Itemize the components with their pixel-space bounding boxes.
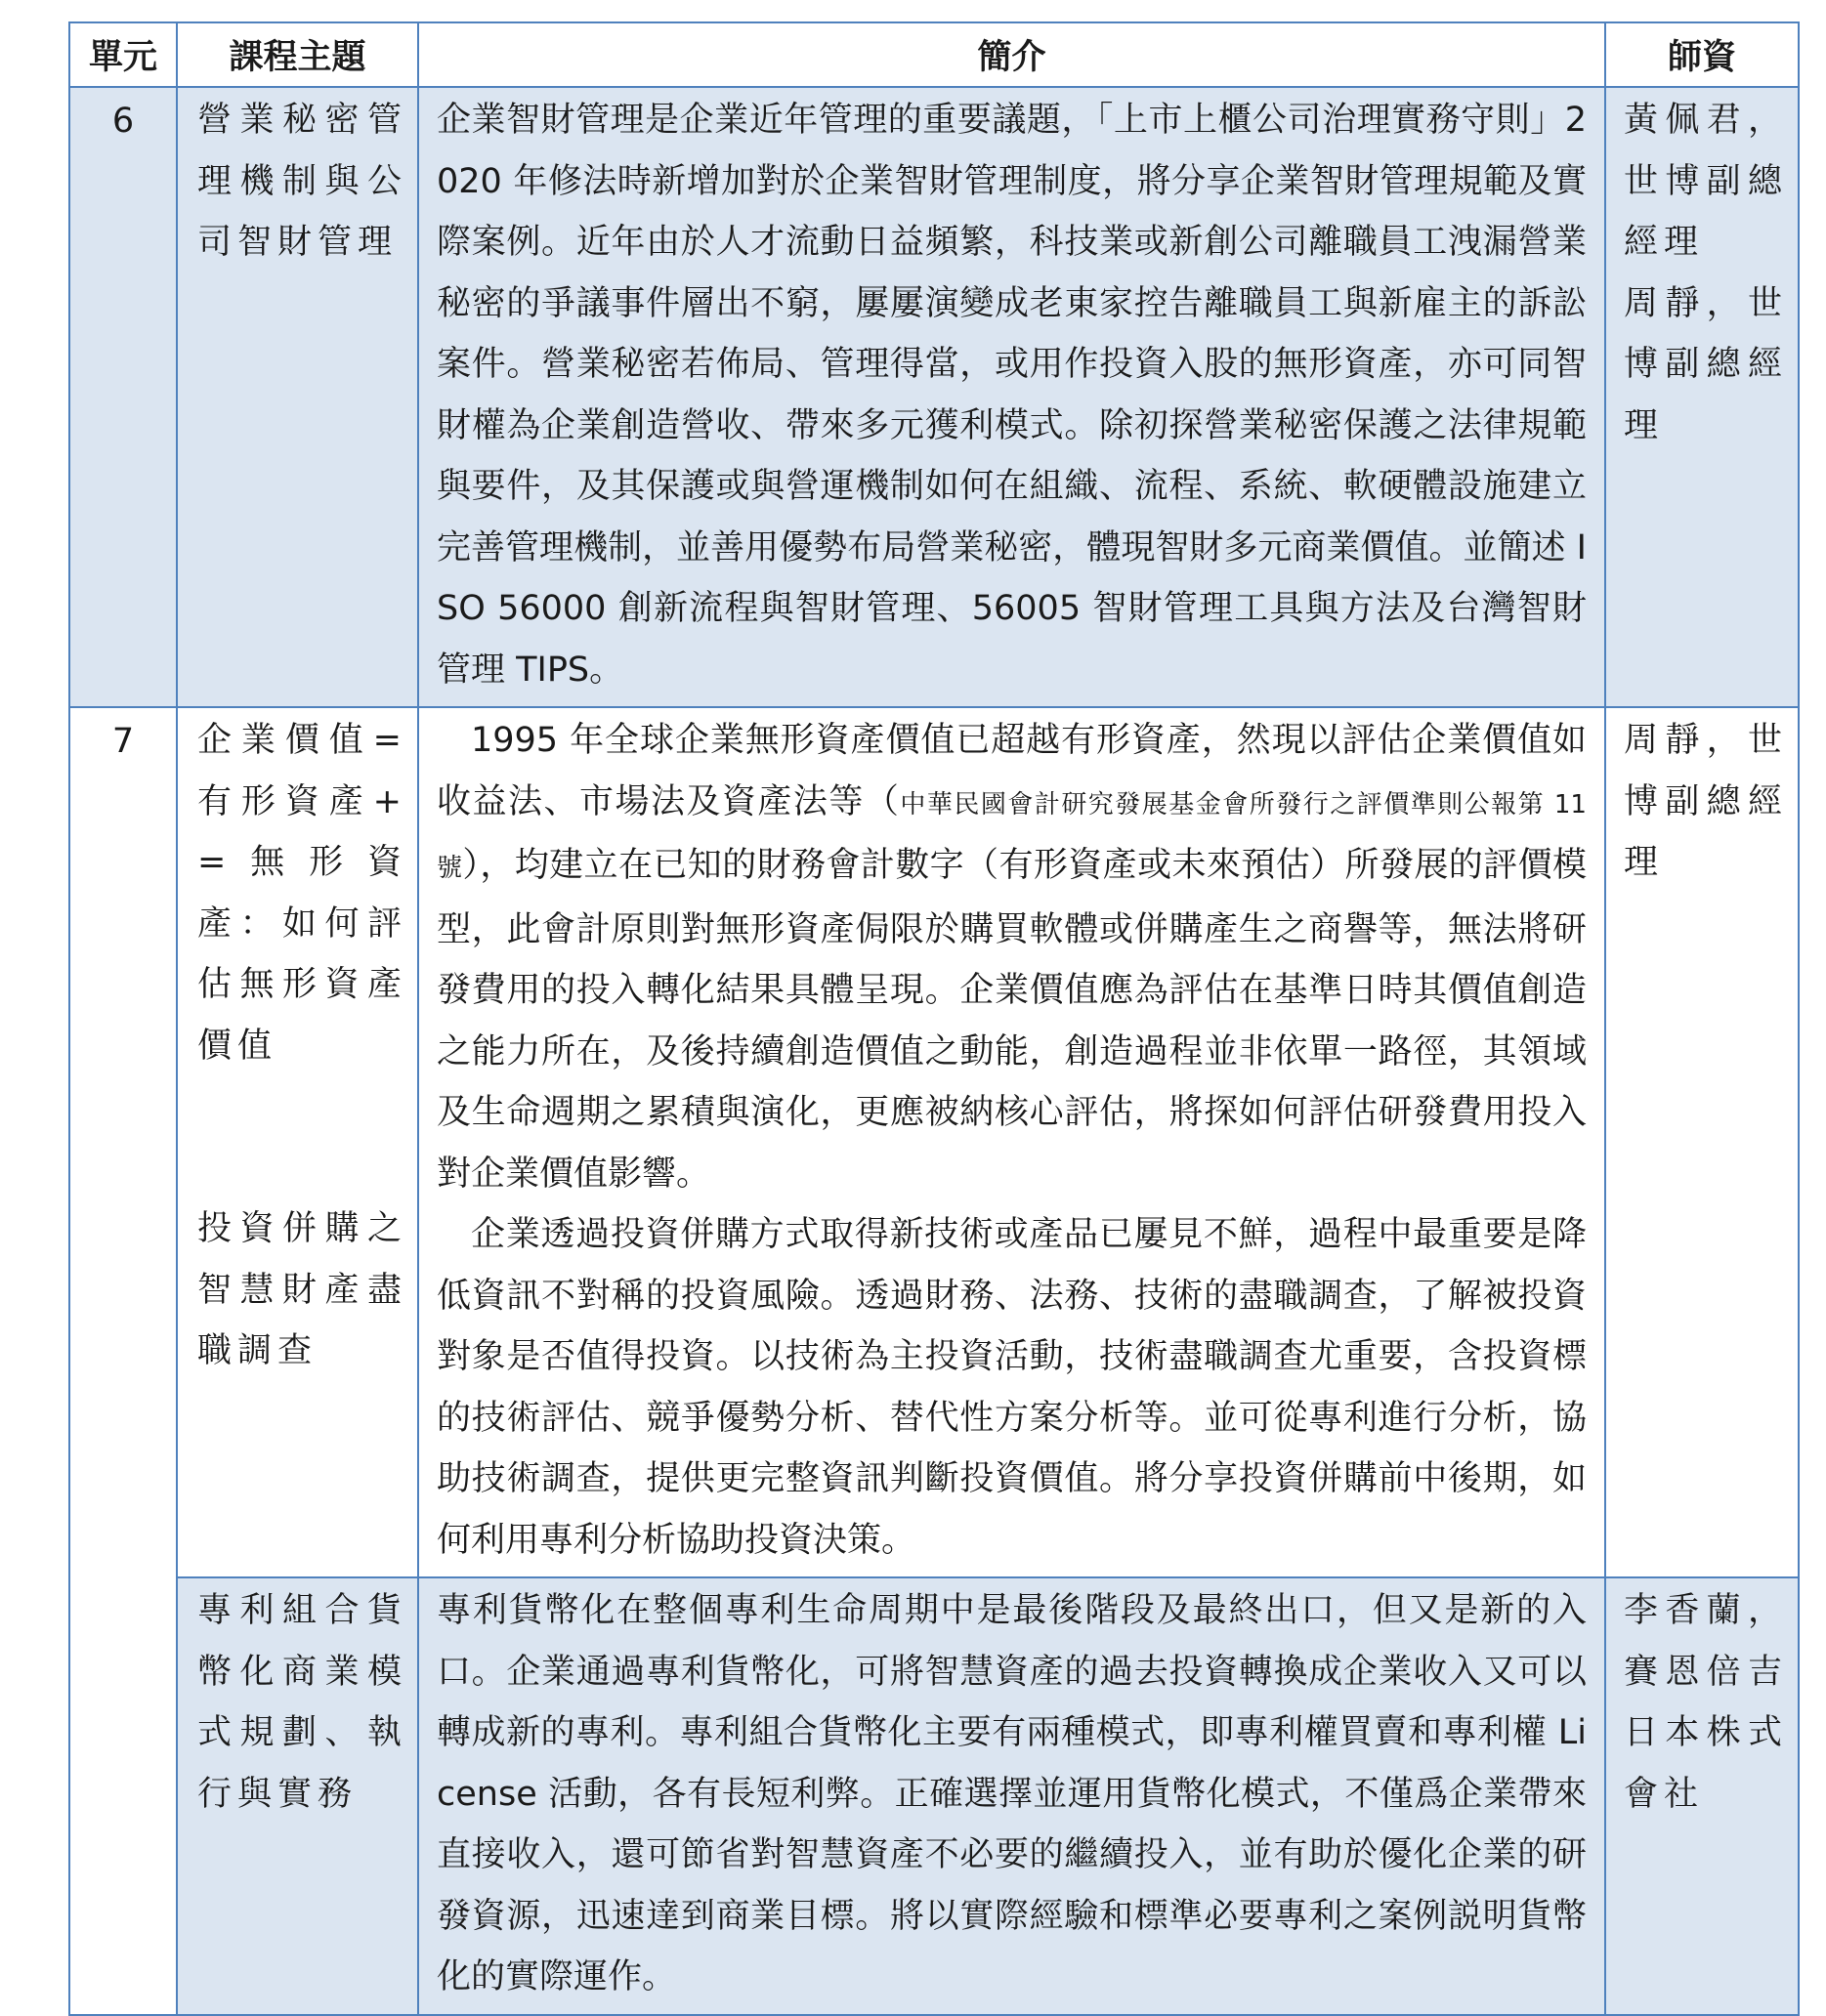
- teacher-cell: [1605, 1577, 1799, 2015]
- topic-text: 企業價值=有形資產+=無形資產：如何評估無形資產價值: [197, 721, 407, 1066]
- course-table: [68, 21, 1800, 2016]
- table-row-unit-7-sub: [69, 1577, 1799, 2015]
- table-row-unit-7: [69, 707, 1799, 1577]
- unit-number: 7: [69, 707, 177, 2015]
- header-topic: 課程主題: [177, 22, 418, 87]
- topic-text: 營業秘密管理機制與公司智財管理: [197, 101, 407, 262]
- teacher-name: 李香蘭，賽恩倍吉日本株式會社: [1624, 1591, 1788, 1814]
- intro-cell: [418, 707, 1605, 1577]
- intro-cell: [418, 87, 1605, 707]
- intro-paragraph: 1995 年全球企業無形資產價值已超越有形資產，然現以評估企業價值如收益法、市場法及資產法等（中華民國會計研究發展基金會所發行之評價準則公報第 11 號），均建立在已知的財務會計數字（有形資產或未來預估）所發展的評價模型，此會計原則對無形資產侷限於購買軟體或併購產生之商譽等，無法將研發費用的投入轉化結果具體呈現。企業價值應為評估在基準日時其價值創造之能力所在，及後持續創造價值之動能，創造過程並非依單一路徑，其領域及生命週期之累積與演化，更應被納核心評估，將探如何評估研發費用投入對企業價值影響。: [437, 721, 1587, 1194]
- table-row-unit-6: [69, 87, 1799, 707]
- header-unit: 單元: [69, 22, 177, 87]
- topic-text: 投資併購之智慧財產盡職調查: [197, 1209, 407, 1370]
- topic-cell: [177, 707, 418, 1577]
- topic-cell: [177, 87, 418, 707]
- teacher-name: 周靜，世博副總經理: [1624, 283, 1788, 445]
- teacher-name: 黃佩君，世博副總經理: [1624, 101, 1788, 262]
- header-intro: 簡介: [418, 22, 1605, 87]
- teacher-cell: [1605, 707, 1799, 1577]
- unit-number: 6: [69, 87, 177, 707]
- intro-cell: [418, 1577, 1605, 2015]
- teacher-cell: [1605, 87, 1799, 707]
- header-teacher: 師資: [1605, 22, 1799, 87]
- header-row: [69, 22, 1799, 87]
- intro-text: 企業智財管理是企業近年管理的重要議題，「上市上櫃公司治理實務守則」2020 年修法時新增加對於企業智財管理制度，將分享企業智財管理規範及實際案例。近年由於人才流動日益頻繁，科技業或新創公司離職員工洩漏營業秘密的爭議事件層出不窮，屢屢演變成老東家控告離職員工與新雇主的訴訟案件。營業秘密若佈局、管理得當，或用作投資入股的無形資產，亦可同智財權為企業創造營收、帶來多元獲利模式。除初探營業秘密保護之法律規範與要件，及其保護或與營運機制如何在組織、流程、系統、軟硬體設施建立完善管理機制，並善用優勢布局營業秘密，體現智財多元商業價值。並簡述 ISO 56000 創新流程與智財管理、56005 智財管理工具與方法及台灣智財管理 TIPS。: [437, 101, 1587, 690]
- teacher-name: 周靜，世博副總經理: [1624, 721, 1788, 882]
- topic-cell: [177, 1577, 418, 2015]
- intro-text: 專利貨幣化在整個專利生命周期中是最後階段及最終出口，但又是新的入口。企業通過專利貨幣化，可將智慧資產的過去投資轉換成企業收入又可以轉成新的專利。專利組合貨幣化主要有兩種模式，即專利權買賣和專利權 License 活動，各有長短利弊。正確選擇並運用貨幣化模式，不僅爲企業帶來直接收入，還可節省對智慧資產不必要的繼續投入，並有助於優化企業的研發資源，迅速達到商業目標。將以實際經驗和標準必要專利之案例説明貨幣化的實際運作。: [437, 1591, 1587, 1996]
- intro-footnote-ref: 中華民國會計研究發展基金會所發行之評價準則公報第 11 號: [437, 789, 1587, 883]
- intro-paragraph: 企業透過投資併購方式取得新技術或產品已屢見不鮮，過程中最重要是降低資訊不對稱的投資風險。透過財務、法務、技術的盡職調查，了解被投資對象是否值得投資。以技術為主投資活動，技術盡職調查尤重要，含投資標的技術評估、競爭優勢分析、替代性方案分析等。並可從專利進行分析，協助技術調查，提供更完整資訊判斷投資價值。將分享投資併購前中後期，如何利用專利分析協助投資決策。: [437, 1215, 1587, 1560]
- topic-text: 專利組合貨幣化商業模式規劃、執行與實務: [197, 1591, 407, 1814]
